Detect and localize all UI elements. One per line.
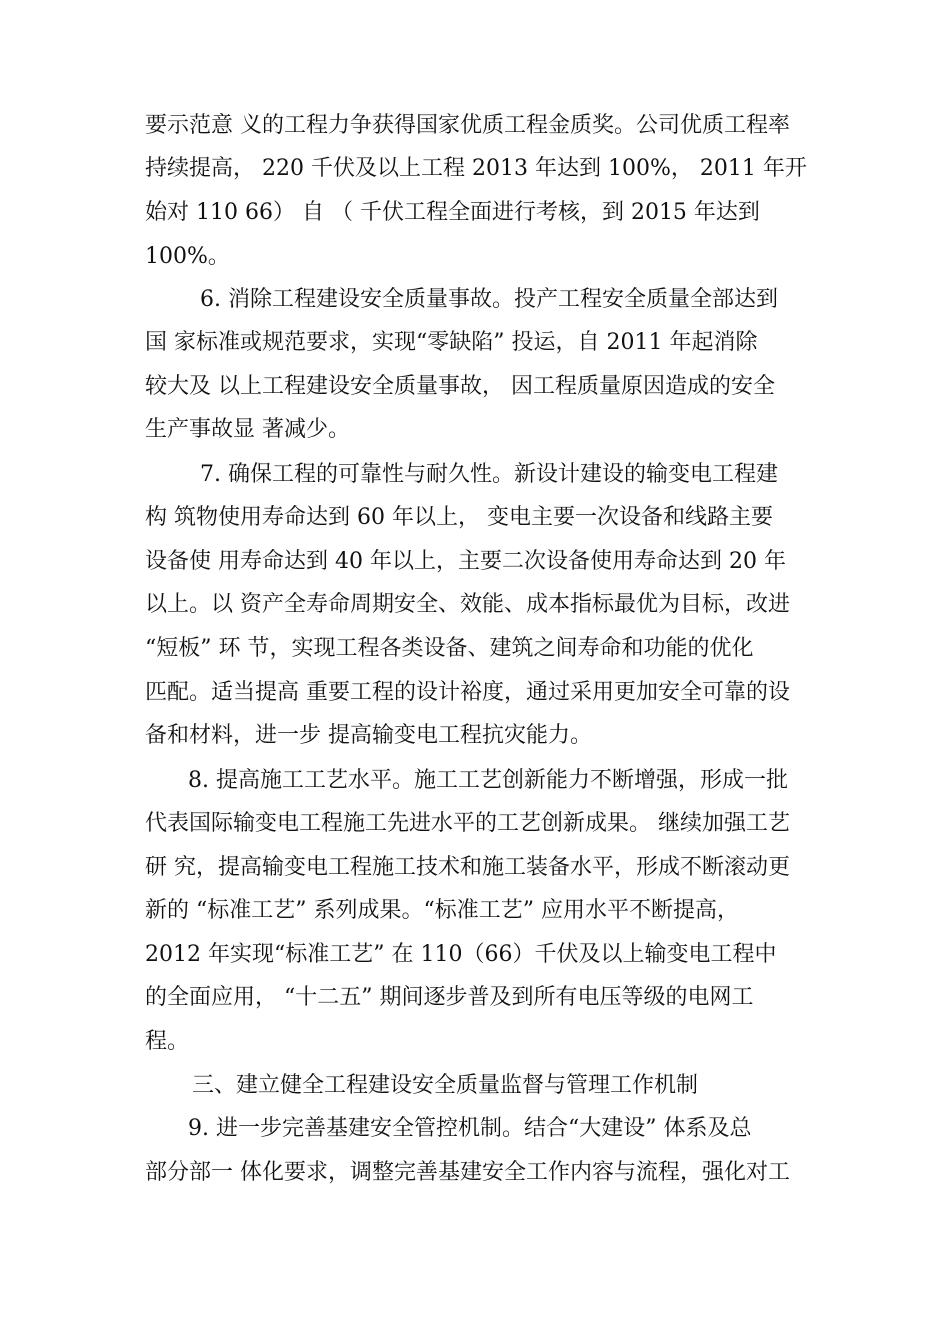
text-line: 国 家标准或规范要求，实现“零缺陷” 投运，自 2011 年起消除 — [145, 330, 758, 355]
text-line: 程。 — [145, 1029, 190, 1054]
text-line: 以上。以 资产全寿命周期安全、效能、成本指标最优为目标，改进 — [145, 592, 790, 617]
text-line: 要示范意 义的工程力争获得国家优质工程金质奖。公司优质工程率 — [145, 113, 790, 138]
section-heading: 三、建立健全工程建设安全质量监督与管理工作机制 — [192, 1073, 699, 1098]
text-line: 100%。 — [145, 244, 230, 269]
text-line: 部分部一 体化要求，调整完善基建安全工作内容与流程，强化对工 — [145, 1160, 790, 1185]
paragraph-9-first-line: 9. 进一步完善基建安全管控机制。结合“大建设” 体系及总 — [188, 1116, 752, 1141]
text-line: 代表国际输变电工程施工先进水平的工艺创新成果。 继续加强工艺 — [145, 811, 790, 836]
paragraph-7-first-line: 7. 确保工程的可靠性与耐久性。新设计建设的输变电工程建 — [200, 462, 778, 487]
text-line: 生产事故显 著减少。 — [145, 417, 350, 442]
text-line: 匹配。适当提高 重要工程的设计裕度，通过采用更加安全可靠的设 — [145, 680, 790, 705]
text-line: 始对 110 66） 自 （ 千伏工程全面进行考核，到 2015 年达到 — [145, 200, 760, 225]
text-line: “短板” 环 节，实现工程各类设备、建筑之间寿命和功能的优化 — [145, 636, 754, 661]
text-line: 的全面应用， “十二五” 期间逐步普及到所有电压等级的电网工 — [145, 985, 754, 1010]
text-line: 持续提高， 220 千伏及以上工程 2013 年达到 100%， 2011 年开 — [145, 156, 807, 181]
text-line: 较大及 以上工程建设安全质量事故， 因工程质量原因造成的安全 — [145, 374, 775, 399]
text-line: 研 究，提高输变电工程施工技术和施工装备水平，形成不断滚动更 — [145, 855, 790, 880]
text-line: 备和材料，进一步 提高输变电工程抗灾能力。 — [145, 723, 592, 748]
paragraph-6-first-line: 6. 消除工程建设安全质量事故。投产工程安全质量全部达到 — [200, 287, 778, 312]
paragraph-8-first-line: 8. 提高施工工艺水平。施工工艺创新能力不断增强，形成一批 — [188, 768, 788, 793]
text-line: 新的 “标准工艺” 系列成果。“标准工艺” 应用水平不断提高， — [145, 898, 739, 923]
text-line: 设备使 用寿命达到 40 年以上，主要二次设备使用寿命达到 20 年 — [145, 549, 786, 574]
text-line: 2012 年实现“标准工艺” 在 110（66）千伏及以上输变电工程中 — [145, 942, 777, 967]
text-line: 构 筑物使用寿命达到 60 年以上， 变电主要一次设备和线路主要 — [145, 505, 773, 530]
